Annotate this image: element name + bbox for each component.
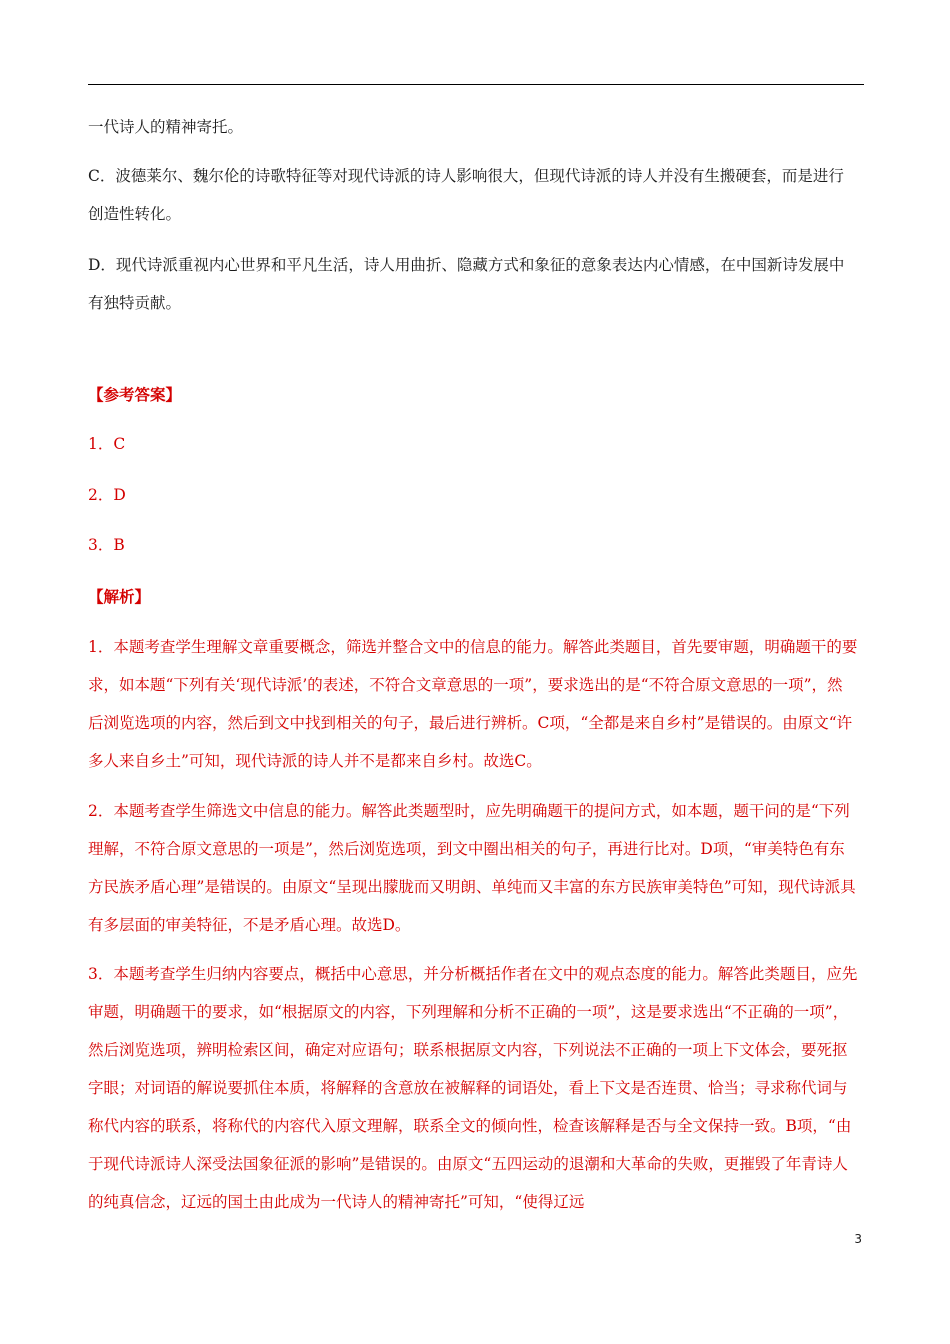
analysis-2: 2．本题考查学生筛选文中信息的能力。解答此类题型时，应先明确题干的提问方式，如本题，题干问的是“下列理解，不符合原文意思的一项是”，然后浏览选项，到文中圈出相关的句子，再进行比对。D项，“审美特色有东方民族矛盾心理”是错误的。由原文“呈现出朦胧而又明朗、单纯而又丰富的东方民族审美特色”可知，现代诗派具有多层面的审美特征，不是矛盾心理。故选D。 [88, 802, 856, 934]
answer-1: 1．C [88, 435, 126, 453]
option-c: C．波德莱尔、魏尔伦的诗歌特征等对现代诗派的诗人影响很大，但现代诗派的诗人并没有生搬硬套，而是进行创造性转化。 [88, 167, 844, 223]
answer-3: 3．B [88, 536, 125, 554]
page-number: 3 [854, 1232, 862, 1246]
answer-heading: 【参考答案】 [88, 385, 182, 404]
option-d: D．现代诗派重视内心世界和平凡生活，诗人用曲折、隐藏方式和象征的意象表达内心情感，在中国新诗发展中有独特贡献。 [88, 256, 845, 312]
analysis-3: 3．本题考查学生归纳内容要点，概括中心意思，并分析概括作者在文中的观点态度的能力。解答此类题目，应先审题，明确题干的要求，如“根据原文的内容，下列理解和分析不正确的一项”，这是要求选出“不正确的一项”，然后浏览选项，辨明检索区间，确定对应语句；联系根据原文内容，下列说法不正确的一项上下文体会，要死抠字眼；对词语的解说要抓住本质，将解释的含意放在被解释的词语处，看上下文是否连贯、恰当；寻求称代词与称代内容的联系，将称代的内容代入原文理解，联系全文的倾向性，检查该解释是否与全文保持一致。B项，“由于现代诗派诗人深受法国象征派的影响”是错误的。由原文“五四运动的退潮和大革命的失败，更摧毁了年青诗人的纯真信念，辽远的国土由此成为一代诗人的精神寄托”可知，“使得辽远 [88, 965, 858, 1211]
analysis-1: 1．本题考查学生理解文章重要概念，筛选并整合文中的信息的能力。解答此类题目，首先要审题，明确题干的要求，如本题“下列有关‘现代诗派’的表述，不符合文章意思的一项”，要求选出的是“不符合原文意思的一项”，然后浏览选项的内容，然后到文中找到相关的句子，最后进行辨析。C项，“全都是来自乡村”是错误的。由原文“许多人来自乡土”可知，现代诗派的诗人并不是都来自乡村。故选C。 [88, 638, 858, 770]
continuation-text: 一代诗人的精神寄托。 [88, 118, 244, 136]
header-rule [88, 84, 864, 85]
answer-2: 2．D [88, 486, 126, 504]
analysis-heading: 【解析】 [88, 587, 151, 606]
